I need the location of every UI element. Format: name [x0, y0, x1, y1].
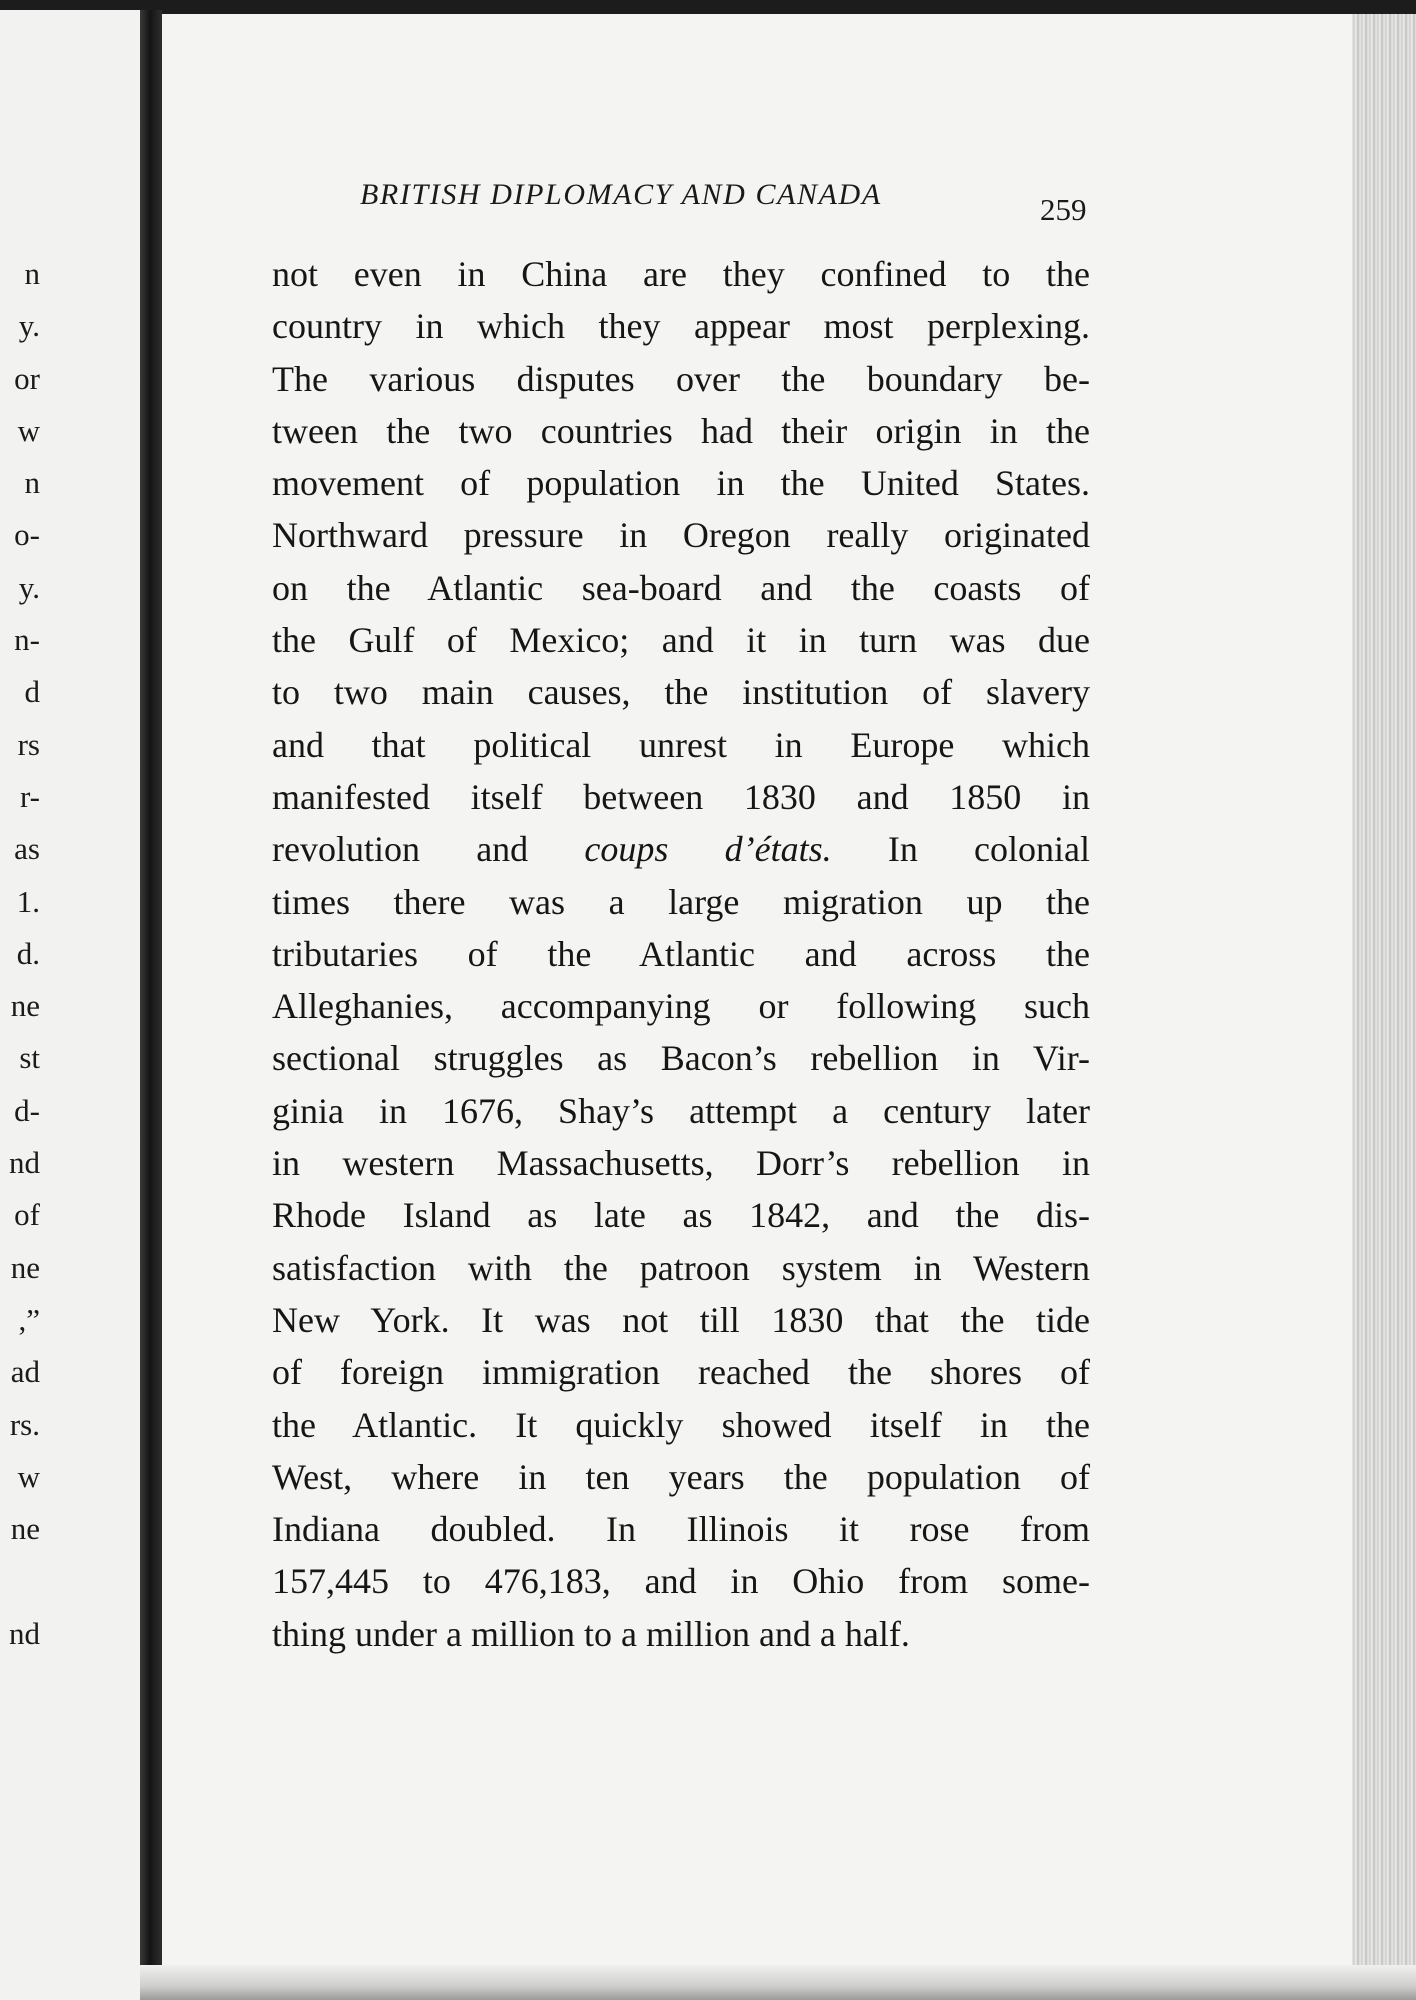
- body-text: [272, 248, 1090, 1660]
- text-line: movement of population in the United States.: [272, 463, 1090, 504]
- text-line: thing under a million to a million and a half.: [272, 1613, 910, 1654]
- facing-line: d.: [16, 935, 40, 971]
- text-line: ginia in 1676, Shay’s attempt a century later: [272, 1090, 1090, 1131]
- text-line: tween the two countries had their origin in the: [272, 410, 1090, 451]
- facing-line: n: [24, 256, 40, 291]
- text-line: times there was a large migration up the: [272, 881, 1090, 922]
- text-line: satisfaction with the patroon system in Western: [272, 1247, 1090, 1288]
- text-line: manifested itself between 1830 and 1850 in: [272, 776, 1090, 817]
- text-line: on the Atlantic sea-board and the coasts of: [272, 567, 1090, 608]
- page-number: 259: [1040, 192, 1087, 227]
- facing-line: or: [14, 360, 40, 396]
- text-line: Indiana doubled. In Illinois it rose from: [272, 1509, 1090, 1550]
- facing-line: ne: [10, 988, 40, 1024]
- text-line: the Atlantic. It quickly showed itself in the: [272, 1404, 1090, 1445]
- facing-line: st: [19, 1040, 40, 1076]
- facing-line: w: [17, 412, 40, 448]
- facing-line: [0, 1555, 40, 1607]
- facing-line: rs: [17, 726, 40, 762]
- text-line: 157,445 to 476,183, and in Ohio from some-: [272, 1561, 1090, 1602]
- text-line: the Gulf of Mexico; and it in turn was due: [272, 620, 1090, 661]
- book-gutter: [140, 10, 162, 2000]
- facing-line: w: [17, 1458, 40, 1494]
- text-line-italic-phrase: [272, 823, 1090, 875]
- facing-line: y.: [18, 308, 40, 344]
- running-head: BRITISH DIPLOMACY AND CANADA: [360, 178, 882, 211]
- facing-line: as: [14, 831, 40, 867]
- text-line: sectional struggles as Bacon’s rebellion in Vir-: [272, 1038, 1090, 1079]
- facing-line: d-: [14, 1092, 40, 1128]
- text-line: Alleghanies, accompanying or following such: [272, 986, 1090, 1027]
- facing-line: d: [24, 674, 40, 710]
- text-line: Rhode Island as late as 1842, and the dis-: [272, 1195, 1090, 1236]
- text-line: tributaries of the Atlantic and across the: [272, 933, 1090, 974]
- facing-line: ,”: [18, 1301, 40, 1337]
- facing-line: 1.: [16, 883, 40, 919]
- facing-line: nd: [9, 1145, 40, 1181]
- facing-line: n: [24, 465, 40, 501]
- facing-line: nd: [9, 1615, 40, 1651]
- facing-line: of: [14, 1197, 40, 1233]
- facing-line: ad: [10, 1354, 40, 1390]
- text-line: New York. It was not till 1830 that the tide: [272, 1299, 1090, 1340]
- facing-line: r-: [19, 778, 40, 814]
- text-line: not even in China are they confined to the: [272, 254, 1090, 294]
- text-line: country in which they appear most perplexing.: [272, 306, 1090, 347]
- facing-line: y.: [18, 569, 40, 605]
- italic-phrase: coups d’états.: [584, 829, 832, 870]
- page-edges: [1352, 14, 1416, 2000]
- text-line: to two main causes, the institution of slavery: [272, 672, 1090, 713]
- facing-line: rs.: [9, 1406, 40, 1442]
- text-line: of foreign immigration reached the shores of: [272, 1352, 1090, 1393]
- text-line: and that political unrest in Europe which: [272, 724, 1090, 765]
- page-bottom-shadow: [140, 1965, 1416, 2000]
- text-line: West, where in ten years the population of: [272, 1456, 1090, 1497]
- text-line: The various disputes over the boundary be-: [272, 358, 1090, 399]
- facing-line: n-: [14, 622, 40, 658]
- text-segment: In colonial: [831, 829, 1091, 870]
- facing-line: ne: [10, 1511, 40, 1547]
- text-segment: revolution and: [272, 829, 585, 870]
- facing-line: ne: [10, 1249, 40, 1285]
- text-line: in western Massachusetts, Dorr’s rebellion in: [272, 1143, 1090, 1184]
- facing-line: o-: [14, 517, 40, 553]
- scan-top-border: [0, 0, 1416, 14]
- text-line: Northward pressure in Oregon really originated: [272, 515, 1090, 556]
- facing-page-text-edge: [0, 248, 40, 1660]
